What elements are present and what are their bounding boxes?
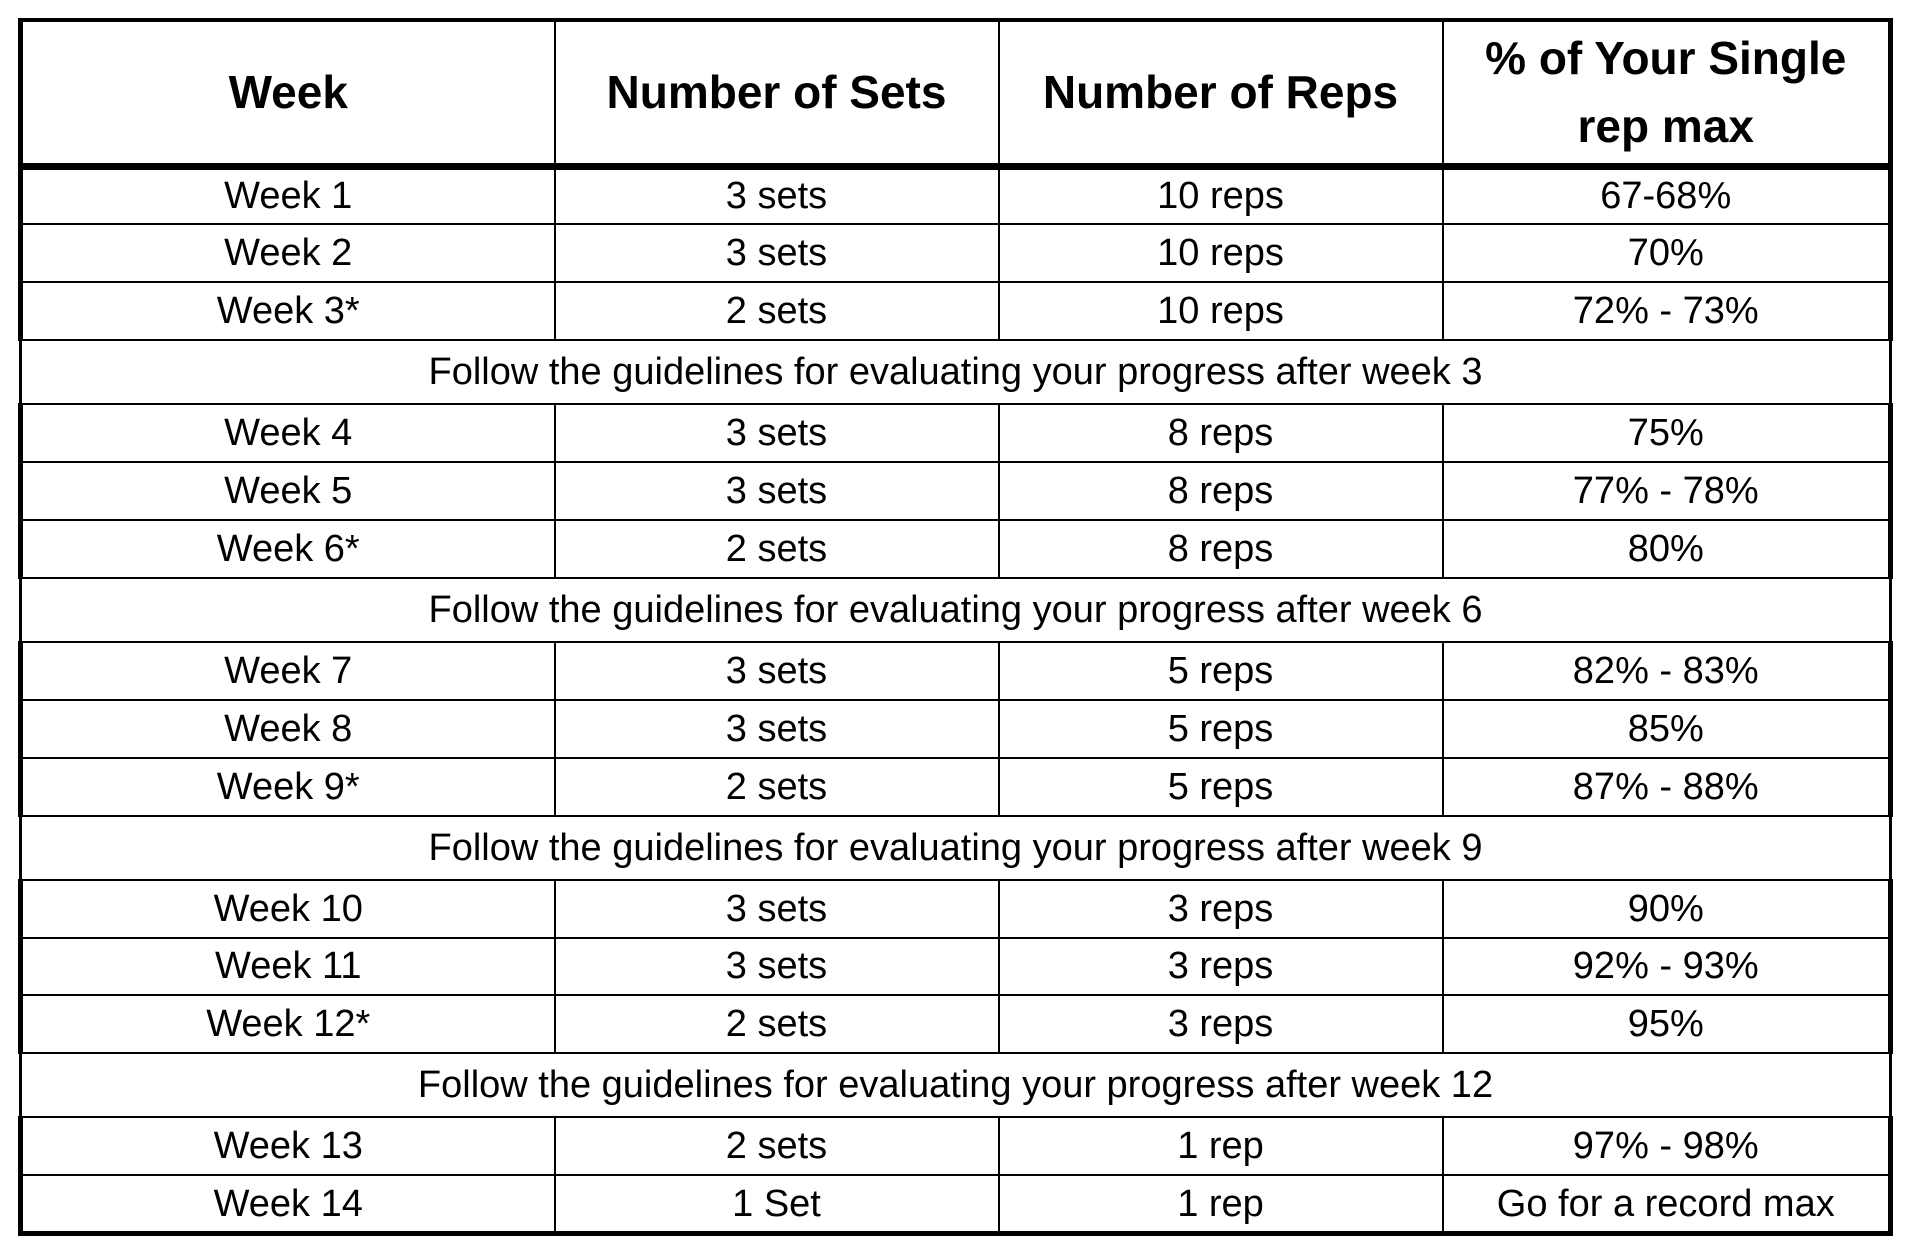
percent-cell: Go for a record max: [1443, 1175, 1891, 1233]
sets-cell: 3 sets: [555, 404, 999, 462]
sets-cell: 3 sets: [555, 224, 999, 282]
table-row: [21, 938, 1891, 996]
sets-cell: 1 Set: [555, 1175, 999, 1233]
sets-cell: 3 sets: [555, 166, 999, 224]
guideline-note: Follow the guidelines for evaluating your progress after week 6: [21, 578, 1891, 642]
percent-cell: 87% - 88%: [1443, 758, 1891, 816]
percent-cell: 67-68%: [1443, 166, 1891, 224]
sets-cell: 3 sets: [555, 700, 999, 758]
reps-cell: 10 reps: [999, 282, 1443, 340]
week-cell: Week 3*: [21, 282, 555, 340]
week-cell: Week 4: [21, 404, 555, 462]
header-row: [21, 20, 1891, 166]
percent-cell: 72% - 73%: [1443, 282, 1891, 340]
percent-cell: 90%: [1443, 880, 1891, 938]
percent-cell: 95%: [1443, 995, 1891, 1053]
reps-cell: 1 rep: [999, 1175, 1443, 1233]
reps-cell: 3 reps: [999, 880, 1443, 938]
table-row: [21, 1175, 1891, 1233]
week-cell: Week 13: [21, 1117, 555, 1175]
week-cell: Week 8: [21, 700, 555, 758]
percent-cell: 92% - 93%: [1443, 938, 1891, 996]
guideline-note: Follow the guidelines for evaluating your progress after week 3: [21, 340, 1891, 404]
sets-cell: 3 sets: [555, 880, 999, 938]
table-row: [21, 166, 1891, 224]
sets-cell: 2 sets: [555, 1117, 999, 1175]
table-row: [21, 282, 1891, 340]
table-row: [21, 995, 1891, 1053]
week-cell: Week 2: [21, 224, 555, 282]
guideline-note-row: [21, 816, 1891, 880]
week-cell: Week 12*: [21, 995, 555, 1053]
sets-cell: 2 sets: [555, 520, 999, 578]
week-cell: Week 6*: [21, 520, 555, 578]
guideline-note: Follow the guidelines for evaluating your progress after week 9: [21, 816, 1891, 880]
sets-cell: 2 sets: [555, 758, 999, 816]
sets-cell: 2 sets: [555, 995, 999, 1053]
percent-cell: 85%: [1443, 700, 1891, 758]
percent-cell: 97% - 98%: [1443, 1117, 1891, 1175]
table-row: [21, 520, 1891, 578]
table-row: [21, 880, 1891, 938]
reps-cell: 10 reps: [999, 224, 1443, 282]
header-percent: % of Your Single rep max: [1443, 20, 1891, 166]
week-cell: Week 9*: [21, 758, 555, 816]
header-week: Week: [21, 20, 555, 166]
percent-cell: 80%: [1443, 520, 1891, 578]
guideline-note-row: [21, 578, 1891, 642]
sets-cell: 3 sets: [555, 462, 999, 520]
table-row: [21, 224, 1891, 282]
week-cell: Week 10: [21, 880, 555, 938]
reps-cell: 5 reps: [999, 758, 1443, 816]
table-row: [21, 404, 1891, 462]
table-row: [21, 462, 1891, 520]
guideline-note: Follow the guidelines for evaluating your progress after week 12: [21, 1053, 1891, 1117]
sets-cell: 2 sets: [555, 282, 999, 340]
training-program-table: [18, 18, 1893, 1236]
reps-cell: 3 reps: [999, 995, 1443, 1053]
table-row: [21, 758, 1891, 816]
percent-cell: 77% - 78%: [1443, 462, 1891, 520]
header-sets: Number of Sets: [555, 20, 999, 166]
guideline-note-row: [21, 1053, 1891, 1117]
percent-cell: 70%: [1443, 224, 1891, 282]
reps-cell: 8 reps: [999, 404, 1443, 462]
percent-cell: 75%: [1443, 404, 1891, 462]
reps-cell: 8 reps: [999, 520, 1443, 578]
week-cell: Week 1: [21, 166, 555, 224]
header-reps: Number of Reps: [999, 20, 1443, 166]
sets-cell: 3 sets: [555, 642, 999, 700]
reps-cell: 5 reps: [999, 642, 1443, 700]
week-cell: Week 7: [21, 642, 555, 700]
reps-cell: 3 reps: [999, 938, 1443, 996]
reps-cell: 10 reps: [999, 166, 1443, 224]
sets-cell: 3 sets: [555, 938, 999, 996]
table-row: [21, 642, 1891, 700]
guideline-note-row: [21, 340, 1891, 404]
week-cell: Week 5: [21, 462, 555, 520]
table-row: [21, 1117, 1891, 1175]
table-row: [21, 700, 1891, 758]
reps-cell: 8 reps: [999, 462, 1443, 520]
week-cell: Week 11: [21, 938, 555, 996]
week-cell: Week 14: [21, 1175, 555, 1233]
reps-cell: 1 rep: [999, 1117, 1443, 1175]
percent-cell: 82% - 83%: [1443, 642, 1891, 700]
reps-cell: 5 reps: [999, 700, 1443, 758]
